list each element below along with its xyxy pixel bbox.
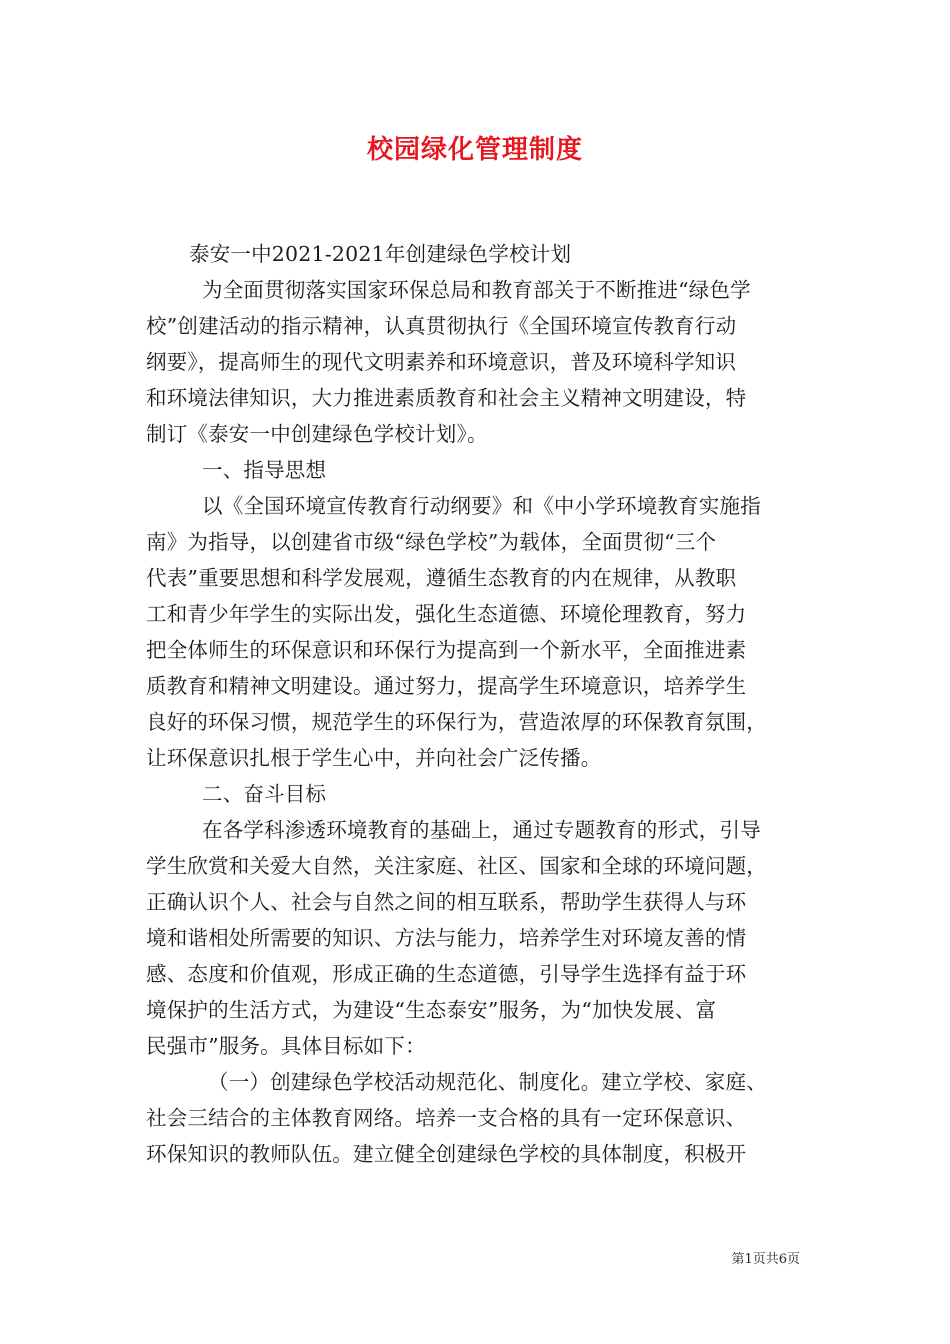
paragraph-line: 境和谐相处所需要的知识、方法与能力，培养学生对环境友善的情 — [146, 926, 747, 950]
document-subtitle: 泰安一中2021-2021年创建绿色学校计划 — [189, 242, 572, 266]
paragraph-line: 工和青少年学生的实际出发，强化生态道德、环境伦理教育，努力 — [146, 602, 747, 626]
page-number: 第1页共6页 — [731, 1252, 800, 1267]
paragraph-line: 质教育和精神文明建设。通过努力，提高学生环境意识，培养学生 — [146, 674, 747, 698]
paragraph-line: 感、态度和价值观，形成正确的生态道德，引导学生选择有益于环 — [146, 962, 747, 986]
document-title: 校园绿化管理制度 — [366, 135, 583, 165]
paragraph-line: 把全体师生的环保意识和环保行为提高到一个新水平，全面推进素 — [146, 638, 747, 662]
paragraph-line: 社会三结合的主体教育网络。培养一支合格的具有一定环保意识、 — [146, 1106, 747, 1130]
paragraph-line: 正确认识个人、社会与自然之间的相互联系，帮助学生获得人与环 — [146, 890, 747, 914]
paragraph-line: 境保护的生活方式，为建设“生态泰安”服务，为“加快发展、富 — [146, 998, 717, 1022]
paragraph-line: 学生欣赏和关爱大自然，关注家庭、社区、国家和全球的环境问题， — [146, 854, 767, 878]
section-heading: 一、指导思想 — [202, 458, 327, 482]
paragraph-line: 南》为指导，以创建省市级“绿色学校”为载体，全面贯彻“三个 — [146, 530, 717, 554]
paragraph-line: 环保知识的教师队伍。建立健全创建绿色学校的具体制度，积极开 — [146, 1142, 747, 1166]
paragraph-line: 纲要》，提高师生的现代文明素养和环境意识，普及环境科学知识 — [146, 350, 737, 374]
subsection-line: （一）创建绿色学校活动规范化、制度化。建立学校、家庭、 — [208, 1070, 767, 1094]
paragraph-line: 让环保意识扎根于学生心中，并向社会广泛传播。 — [146, 746, 602, 770]
paragraph-line: 制订《泰安一中创建绿色学校计划》。 — [146, 422, 488, 446]
paragraph-line: 民强市”服务。具体目标如下： — [146, 1034, 426, 1058]
paragraph-line: 在各学科渗透环境教育的基础上，通过专题教育的形式，引导 — [202, 818, 761, 842]
section-heading: 二、奋斗目标 — [202, 782, 327, 806]
paragraph-line: 和环境法律知识，大力推进素质教育和社会主义精神文明建设，特 — [146, 386, 747, 410]
paragraph-line: 校”创建活动的指示精神，认真贯彻执行《全国环境宣传教育行动 — [146, 314, 737, 338]
document-body — [146, 236, 810, 1172]
paragraph-line: 以《全国环境宣传教育行动纲要》和《中小学环境教育实施指 — [202, 494, 761, 518]
paragraph-line: 为全面贯彻落实国家环保总局和教育部关于不断推进“绿色学 — [202, 278, 751, 302]
paragraph-line: 良好的环保习惯，规范学生的环保行为，营造浓厚的环保教育氛围， — [146, 710, 767, 734]
paragraph-line: 代表”重要思想和科学发展观，遵循生态教育的内在规律，从教职 — [146, 566, 737, 590]
